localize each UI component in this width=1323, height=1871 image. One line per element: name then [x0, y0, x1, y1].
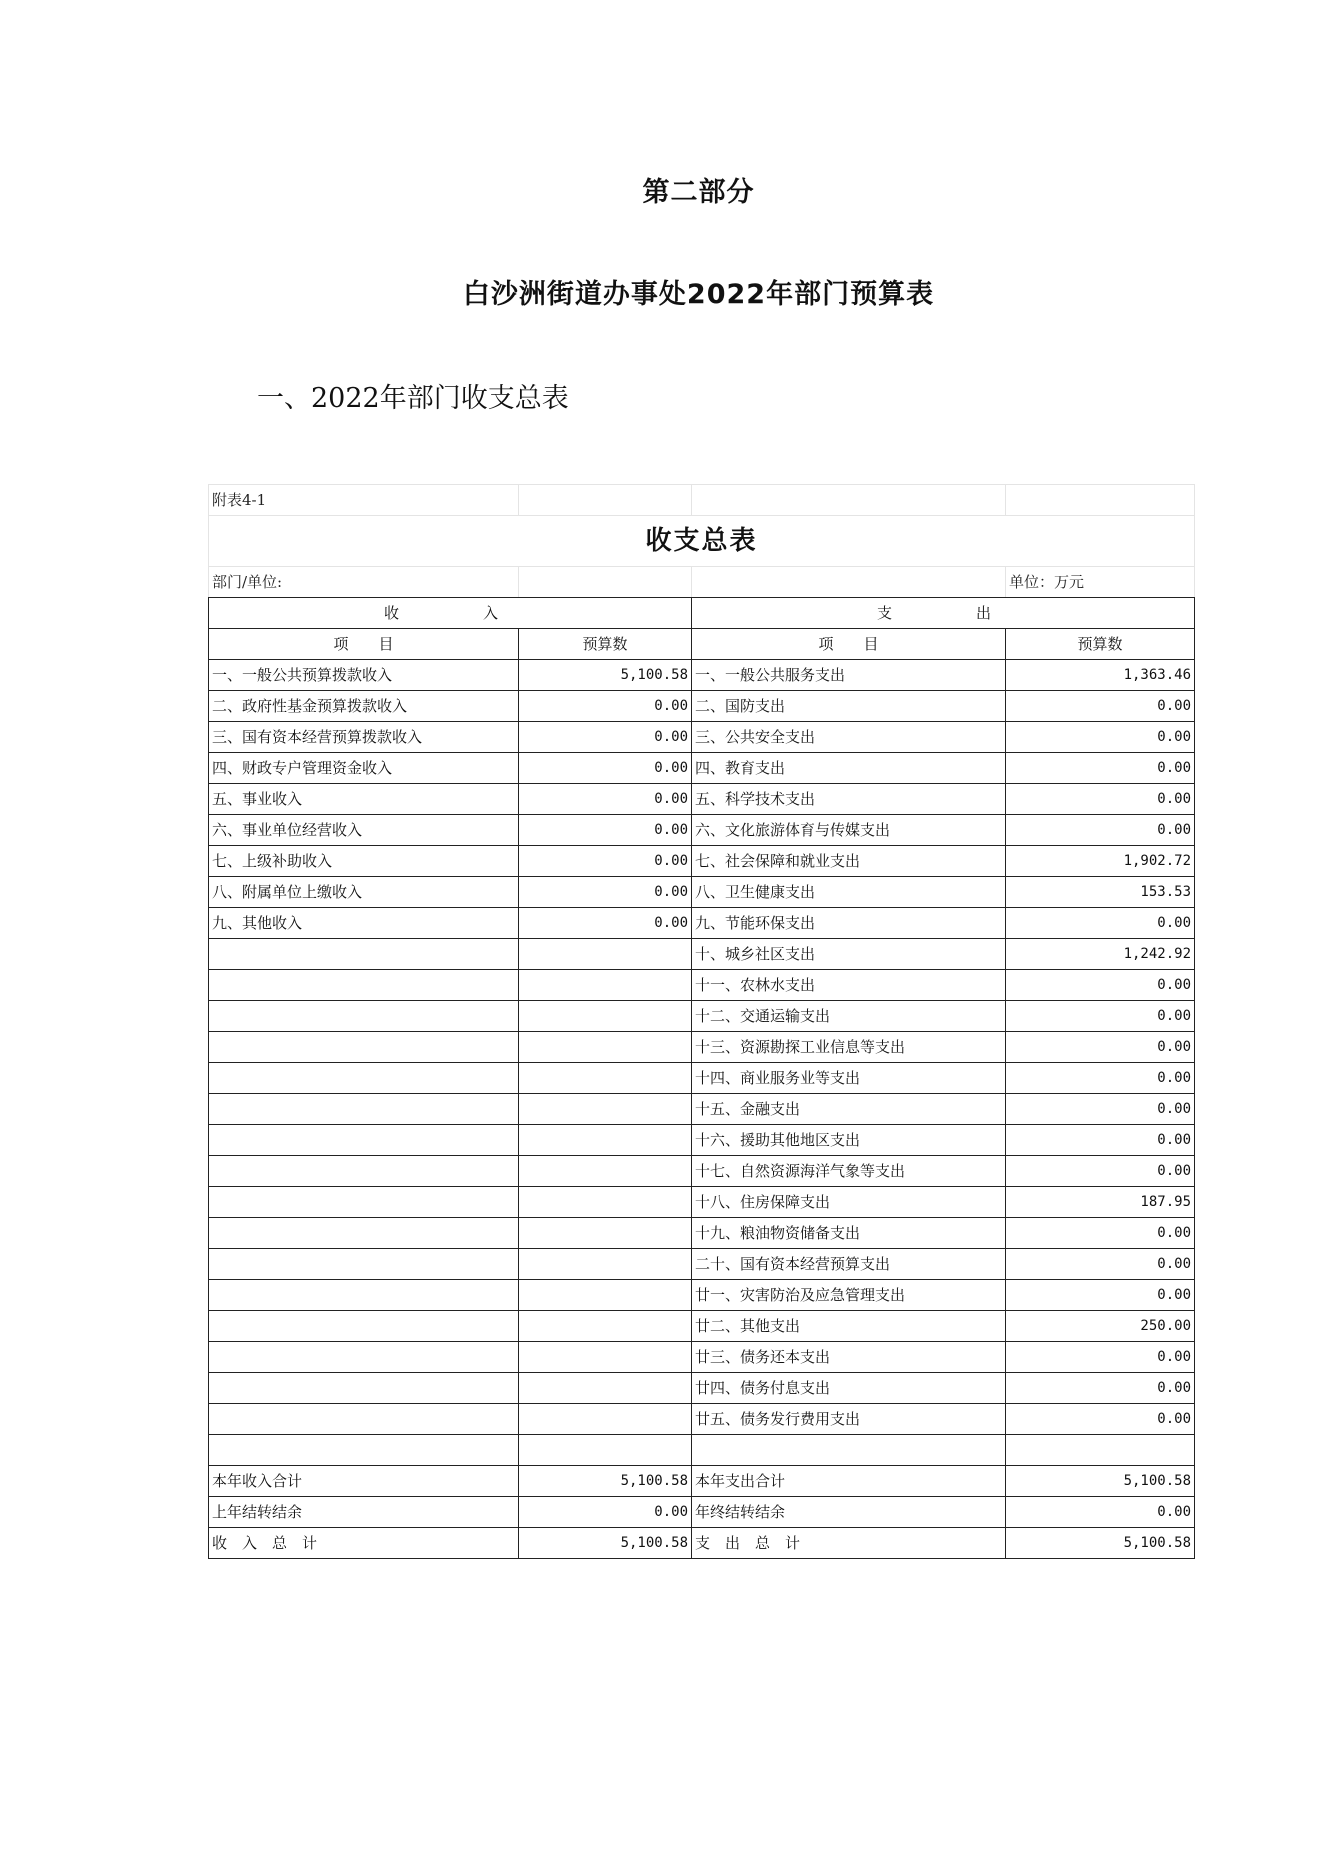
expense-value-cell: 0.00	[1006, 753, 1195, 784]
income-item-cell	[209, 970, 519, 1001]
expense-item-cell: 廿四、债务付息支出	[692, 1373, 1006, 1404]
income-value-cell	[519, 1280, 692, 1311]
expense-value-cell: 0.00	[1006, 1404, 1195, 1435]
table-row	[209, 908, 1195, 939]
income-item-cell: 七、上级补助收入	[209, 846, 519, 877]
table-row	[209, 970, 1195, 1001]
table-row	[209, 722, 1195, 753]
expense-value-cell: 0.00	[1006, 1125, 1195, 1156]
expense-item-cell: 九、节能环保支出	[692, 908, 1006, 939]
income-item-cell	[209, 1218, 519, 1249]
dept-label: 部门/单位:	[209, 567, 519, 598]
income-value-cell	[519, 1094, 692, 1125]
table-row	[209, 660, 1195, 691]
expense-value-cell: 0.00	[1006, 970, 1195, 1001]
income-item-cell: 三、国有资本经营预算拨款收入	[209, 722, 519, 753]
income-expense-table	[208, 484, 1195, 1559]
expense-item-cell: 六、文化旅游体育与传媒支出	[692, 815, 1006, 846]
expense-item-cell	[692, 1435, 1006, 1466]
income-item-cell	[209, 1156, 519, 1187]
expense-value-cell: 0.00	[1006, 1497, 1195, 1528]
income-item-cell: 五、事业收入	[209, 784, 519, 815]
income-value-cell	[519, 970, 692, 1001]
dept-unit-row	[209, 567, 1195, 598]
table-row	[209, 939, 1195, 970]
expense-item-cell: 二十、国有资本经营预算支出	[692, 1249, 1006, 1280]
expense-header: 支 出	[692, 598, 1195, 629]
attachment-label: 附表4-1	[209, 485, 519, 516]
income-item-cell: 八、附属单位上缴收入	[209, 877, 519, 908]
income-item-cell	[209, 1249, 519, 1280]
table-row	[209, 1218, 1195, 1249]
document-title: 白沙洲街道办事处2022年部门预算表	[462, 279, 935, 310]
income-item-cell: 一、一般公共预算拨款收入	[209, 660, 519, 691]
expense-item-cell: 年终结转结余	[692, 1497, 1006, 1528]
expense-item-cell: 二、国防支出	[692, 691, 1006, 722]
income-item-cell: 九、其他收入	[209, 908, 519, 939]
income-value-cell: 0.00	[519, 846, 692, 877]
expense-item-cell: 十三、资源勘探工业信息等支出	[692, 1032, 1006, 1063]
expense-item-cell: 十八、住房保障支出	[692, 1187, 1006, 1218]
expense-item-cell: 廿三、债务还本支出	[692, 1342, 1006, 1373]
expense-value-cell: 5,100.58	[1006, 1466, 1195, 1497]
expense-value-cell: 0.00	[1006, 1156, 1195, 1187]
expense-value-cell: 0.00	[1006, 1094, 1195, 1125]
income-value-cell	[519, 1125, 692, 1156]
income-value-cell: 0.00	[519, 815, 692, 846]
expense-item-cell: 一、一般公共服务支出	[692, 660, 1006, 691]
expense-item-header: 项 目	[692, 629, 1006, 660]
expense-value-cell	[1006, 1435, 1195, 1466]
section-header-row	[209, 598, 1195, 629]
income-item-cell	[209, 1342, 519, 1373]
income-item-cell: 六、事业单位经营收入	[209, 815, 519, 846]
expense-item-cell: 十五、金融支出	[692, 1094, 1006, 1125]
total-row	[209, 1497, 1195, 1528]
income-value-cell	[519, 1249, 692, 1280]
expense-item-cell: 十四、商业服务业等支出	[692, 1063, 1006, 1094]
expense-item-cell: 十、城乡社区支出	[692, 939, 1006, 970]
table-row	[209, 1311, 1195, 1342]
income-item-cell: 本年收入合计	[209, 1466, 519, 1497]
income-item-cell	[209, 939, 519, 970]
income-budget-header: 预算数	[519, 629, 692, 660]
attachment-row	[209, 485, 1195, 516]
income-value-cell	[519, 1218, 692, 1249]
income-item-cell	[209, 1280, 519, 1311]
expense-item-cell: 十六、援助其他地区支出	[692, 1125, 1006, 1156]
table-row	[209, 1063, 1195, 1094]
table-title-row	[209, 516, 1195, 567]
expense-value-cell: 0.00	[1006, 722, 1195, 753]
expense-value-cell: 0.00	[1006, 815, 1195, 846]
expense-item-cell: 本年支出合计	[692, 1466, 1006, 1497]
table-row	[209, 1342, 1195, 1373]
income-item-cell	[209, 1063, 519, 1094]
expense-value-cell: 187.95	[1006, 1187, 1195, 1218]
section-heading: 一、2022年部门收支总表	[257, 383, 569, 414]
expense-item-cell: 廿二、其他支出	[692, 1311, 1006, 1342]
income-value-cell: 0.00	[519, 784, 692, 815]
part-title: 第二部分	[642, 177, 755, 208]
table-row	[209, 1280, 1195, 1311]
expense-value-cell: 250.00	[1006, 1311, 1195, 1342]
expense-item-cell: 廿一、灾害防治及应急管理支出	[692, 1280, 1006, 1311]
expense-value-cell: 0.00	[1006, 1218, 1195, 1249]
income-value-cell: 0.00	[519, 722, 692, 753]
expense-value-cell: 0.00	[1006, 1063, 1195, 1094]
income-item-cell	[209, 1032, 519, 1063]
table-row	[209, 1156, 1195, 1187]
income-value-cell	[519, 1311, 692, 1342]
income-value-cell	[519, 1404, 692, 1435]
table-row	[209, 753, 1195, 784]
income-value-cell	[519, 1063, 692, 1094]
budget-sheet	[208, 484, 1194, 1559]
expense-item-cell: 三、公共安全支出	[692, 722, 1006, 753]
expense-item-cell: 十一、农林水支出	[692, 970, 1006, 1001]
expense-item-cell: 五、科学技术支出	[692, 784, 1006, 815]
income-item-cell	[209, 1435, 519, 1466]
unit-label: 单位：万元	[1006, 567, 1195, 598]
table-row	[209, 1249, 1195, 1280]
expense-value-cell: 1,902.72	[1006, 846, 1195, 877]
income-value-cell	[519, 1435, 692, 1466]
expense-value-cell: 1,363.46	[1006, 660, 1195, 691]
income-item-cell: 上年结转结余	[209, 1497, 519, 1528]
income-value-cell: 0.00	[519, 753, 692, 784]
expense-value-cell: 0.00	[1006, 908, 1195, 939]
income-item-cell	[209, 1311, 519, 1342]
table-row	[209, 877, 1195, 908]
expense-value-cell: 0.00	[1006, 691, 1195, 722]
expense-value-cell: 0.00	[1006, 1249, 1195, 1280]
expense-value-cell: 0.00	[1006, 1342, 1195, 1373]
expense-value-cell: 0.00	[1006, 1032, 1195, 1063]
expense-item-cell: 七、社会保障和就业支出	[692, 846, 1006, 877]
income-item-cell	[209, 1094, 519, 1125]
table-row	[209, 846, 1195, 877]
expense-value-cell: 0.00	[1006, 784, 1195, 815]
table-row	[209, 1032, 1195, 1063]
income-value-cell: 0.00	[519, 1497, 692, 1528]
expense-item-cell: 十二、交通运输支出	[692, 1001, 1006, 1032]
table-title: 收支总表	[209, 516, 1195, 567]
table-row	[209, 691, 1195, 722]
expense-item-cell: 廿五、债务发行费用支出	[692, 1404, 1006, 1435]
expense-value-cell: 1,242.92	[1006, 939, 1195, 970]
expense-item-cell: 四、教育支出	[692, 753, 1006, 784]
table-row	[209, 1094, 1195, 1125]
income-value-cell	[519, 1342, 692, 1373]
expense-item-cell: 八、卫生健康支出	[692, 877, 1006, 908]
table-row	[209, 815, 1195, 846]
income-value-cell: 0.00	[519, 908, 692, 939]
income-value-cell: 0.00	[519, 877, 692, 908]
income-item-cell	[209, 1001, 519, 1032]
expense-item-cell: 十七、自然资源海洋气象等支出	[692, 1156, 1006, 1187]
table-row	[209, 784, 1195, 815]
income-value-cell	[519, 1156, 692, 1187]
income-value-cell	[519, 1001, 692, 1032]
table-row	[209, 1435, 1195, 1466]
table-row	[209, 1404, 1195, 1435]
income-item-cell	[209, 1404, 519, 1435]
expense-value-cell: 0.00	[1006, 1280, 1195, 1311]
total-row	[209, 1466, 1195, 1497]
column-header-row	[209, 629, 1195, 660]
expense-value-cell: 5,100.58	[1006, 1528, 1195, 1559]
income-value-cell: 5,100.58	[519, 1528, 692, 1559]
income-value-cell	[519, 1187, 692, 1218]
income-value-cell	[519, 1032, 692, 1063]
table-row	[209, 1125, 1195, 1156]
expense-budget-header: 预算数	[1006, 629, 1195, 660]
income-value-cell: 5,100.58	[519, 660, 692, 691]
expense-value-cell: 153.53	[1006, 877, 1195, 908]
income-item-header: 项 目	[209, 629, 519, 660]
income-value-cell: 5,100.58	[519, 1466, 692, 1497]
table-row	[209, 1373, 1195, 1404]
income-value-cell	[519, 1373, 692, 1404]
expense-item-cell: 十九、粮油物资储备支出	[692, 1218, 1006, 1249]
income-item-cell: 二、政府性基金预算拨款收入	[209, 691, 519, 722]
expense-item-cell: 支 出 总 计	[692, 1528, 1006, 1559]
table-row	[209, 1187, 1195, 1218]
income-item-cell: 收 入 总 计	[209, 1528, 519, 1559]
income-item-cell	[209, 1187, 519, 1218]
income-item-cell: 四、财政专户管理资金收入	[209, 753, 519, 784]
income-header: 收 入	[209, 598, 692, 629]
income-item-cell	[209, 1125, 519, 1156]
total-row	[209, 1528, 1195, 1559]
expense-value-cell: 0.00	[1006, 1001, 1195, 1032]
table-row	[209, 1001, 1195, 1032]
expense-value-cell: 0.00	[1006, 1373, 1195, 1404]
income-value-cell: 0.00	[519, 691, 692, 722]
income-value-cell	[519, 939, 692, 970]
income-item-cell	[209, 1373, 519, 1404]
